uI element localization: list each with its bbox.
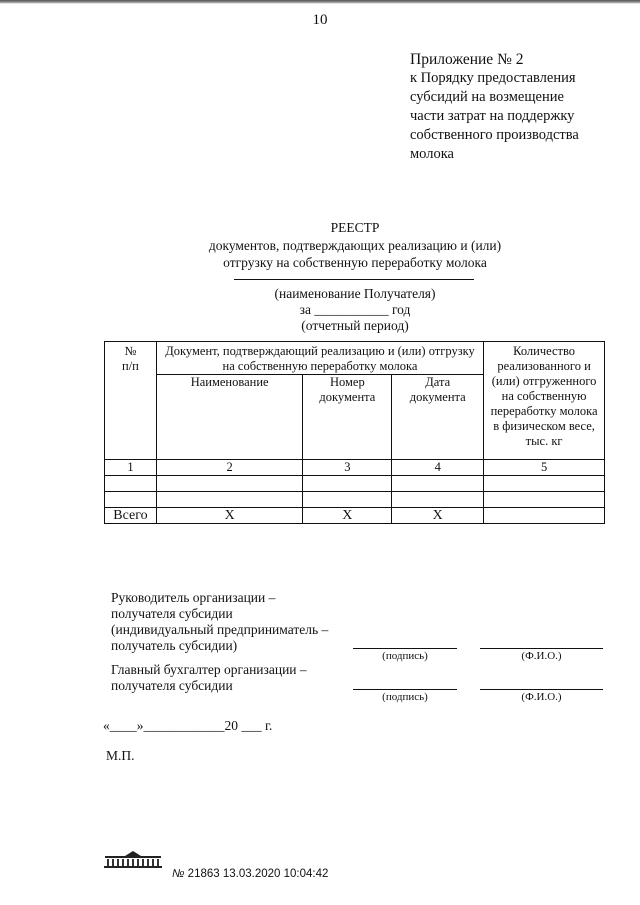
fio-caption: (Ф.И.О.) bbox=[521, 691, 562, 703]
table-row bbox=[105, 476, 605, 492]
stamp-symbol: № bbox=[172, 868, 185, 880]
table-cell bbox=[303, 492, 392, 508]
signature-caption: (подпись) bbox=[382, 650, 428, 662]
appendix-number: Приложение № 2 bbox=[410, 51, 524, 68]
period-suffix: год bbox=[391, 302, 411, 317]
table-cell bbox=[303, 476, 392, 492]
head-line: получатель субсидии) bbox=[111, 638, 238, 653]
appendix-line: части затрат на поддержку bbox=[410, 108, 575, 124]
accountant-fio-line bbox=[480, 689, 603, 690]
appendix-header bbox=[410, 50, 625, 164]
table-cell bbox=[484, 476, 605, 492]
period-blank: ___________ bbox=[314, 302, 389, 317]
recipient-name-line bbox=[234, 279, 474, 280]
registry-table bbox=[104, 341, 605, 524]
head-signature-line bbox=[353, 648, 457, 649]
subtitle-line-1: документов, подтверждающих реализацию и (или) bbox=[208, 238, 502, 253]
table-row bbox=[105, 492, 605, 508]
registration-stamp bbox=[172, 868, 328, 880]
total-quantity-cell bbox=[484, 508, 605, 524]
head-line: Руководитель организации – bbox=[111, 590, 276, 605]
table-cell bbox=[484, 492, 605, 508]
head-fio-line bbox=[480, 648, 603, 649]
period-row bbox=[0, 301, 640, 318]
head-line: (индивидуальный предприниматель – bbox=[111, 622, 329, 637]
index-cell: 2 bbox=[156, 460, 303, 476]
table-total-row bbox=[105, 508, 605, 524]
total-label: Всего bbox=[105, 508, 157, 524]
head-signatory bbox=[111, 590, 328, 654]
table-cell bbox=[156, 476, 303, 492]
header-document: Документ, подтверждающий реализацию и (или) отгрузку на собственную переработку молока bbox=[156, 342, 483, 375]
header-doc-name: Наименование bbox=[156, 375, 303, 460]
header-quantity: Количество реализованного и (или) отгруженного на собственную переработку молока в физическом весе, тыс. кг bbox=[484, 342, 605, 460]
accountant-signature-line bbox=[353, 689, 457, 690]
index-cell: 1 bbox=[105, 460, 157, 476]
period-caption: (отчетный период) bbox=[301, 318, 409, 333]
document-title: РЕЕСТР bbox=[330, 220, 380, 235]
table-cell bbox=[392, 492, 484, 508]
index-cell: 4 bbox=[392, 460, 484, 476]
table-cell bbox=[105, 492, 157, 508]
header-doc-number: Номер документа bbox=[303, 375, 392, 460]
fio-caption: (Ф.И.О.) bbox=[521, 650, 562, 662]
table-cell bbox=[156, 492, 303, 508]
table-index-row bbox=[105, 460, 605, 476]
appendix-line: собственного производства bbox=[410, 127, 579, 143]
header-number: № п/п bbox=[105, 342, 157, 460]
x-mark: Х bbox=[156, 508, 303, 524]
page-number: 10 bbox=[312, 12, 328, 28]
date-line: «____»____________20 ___ г. bbox=[103, 718, 273, 733]
building-logo-icon bbox=[103, 850, 163, 875]
stamp-text: 21863 13.03.2020 10:04:42 bbox=[187, 868, 329, 880]
appendix-line: к Порядку предоставления bbox=[410, 70, 576, 86]
period-prefix: за bbox=[299, 302, 311, 317]
accountant-line: получателя субсидии bbox=[111, 678, 233, 693]
head-line: получателя субсидии bbox=[111, 606, 233, 621]
page-top-edge bbox=[0, 0, 640, 4]
index-cell: 5 bbox=[484, 460, 605, 476]
signature-caption: (подпись) bbox=[382, 691, 428, 703]
subtitle-line-2: отгрузку на собственную переработку молока bbox=[223, 255, 487, 270]
document-subtitle bbox=[0, 237, 640, 271]
table-header-row bbox=[105, 342, 605, 375]
header-doc-date: Дата документа bbox=[392, 375, 484, 460]
accountant-signatory bbox=[111, 662, 307, 694]
index-cell: 3 bbox=[303, 460, 392, 476]
appendix-line: субсидий на возмещение bbox=[410, 89, 564, 105]
x-mark: Х bbox=[303, 508, 392, 524]
table-cell bbox=[392, 476, 484, 492]
x-mark: Х bbox=[392, 508, 484, 524]
seal-label: М.П. bbox=[106, 748, 135, 763]
accountant-line: Главный бухгалтер организации – bbox=[111, 662, 307, 677]
recipient-caption: (наименование Получателя) bbox=[274, 286, 436, 301]
appendix-line: молока bbox=[410, 146, 454, 162]
table-cell bbox=[105, 476, 157, 492]
